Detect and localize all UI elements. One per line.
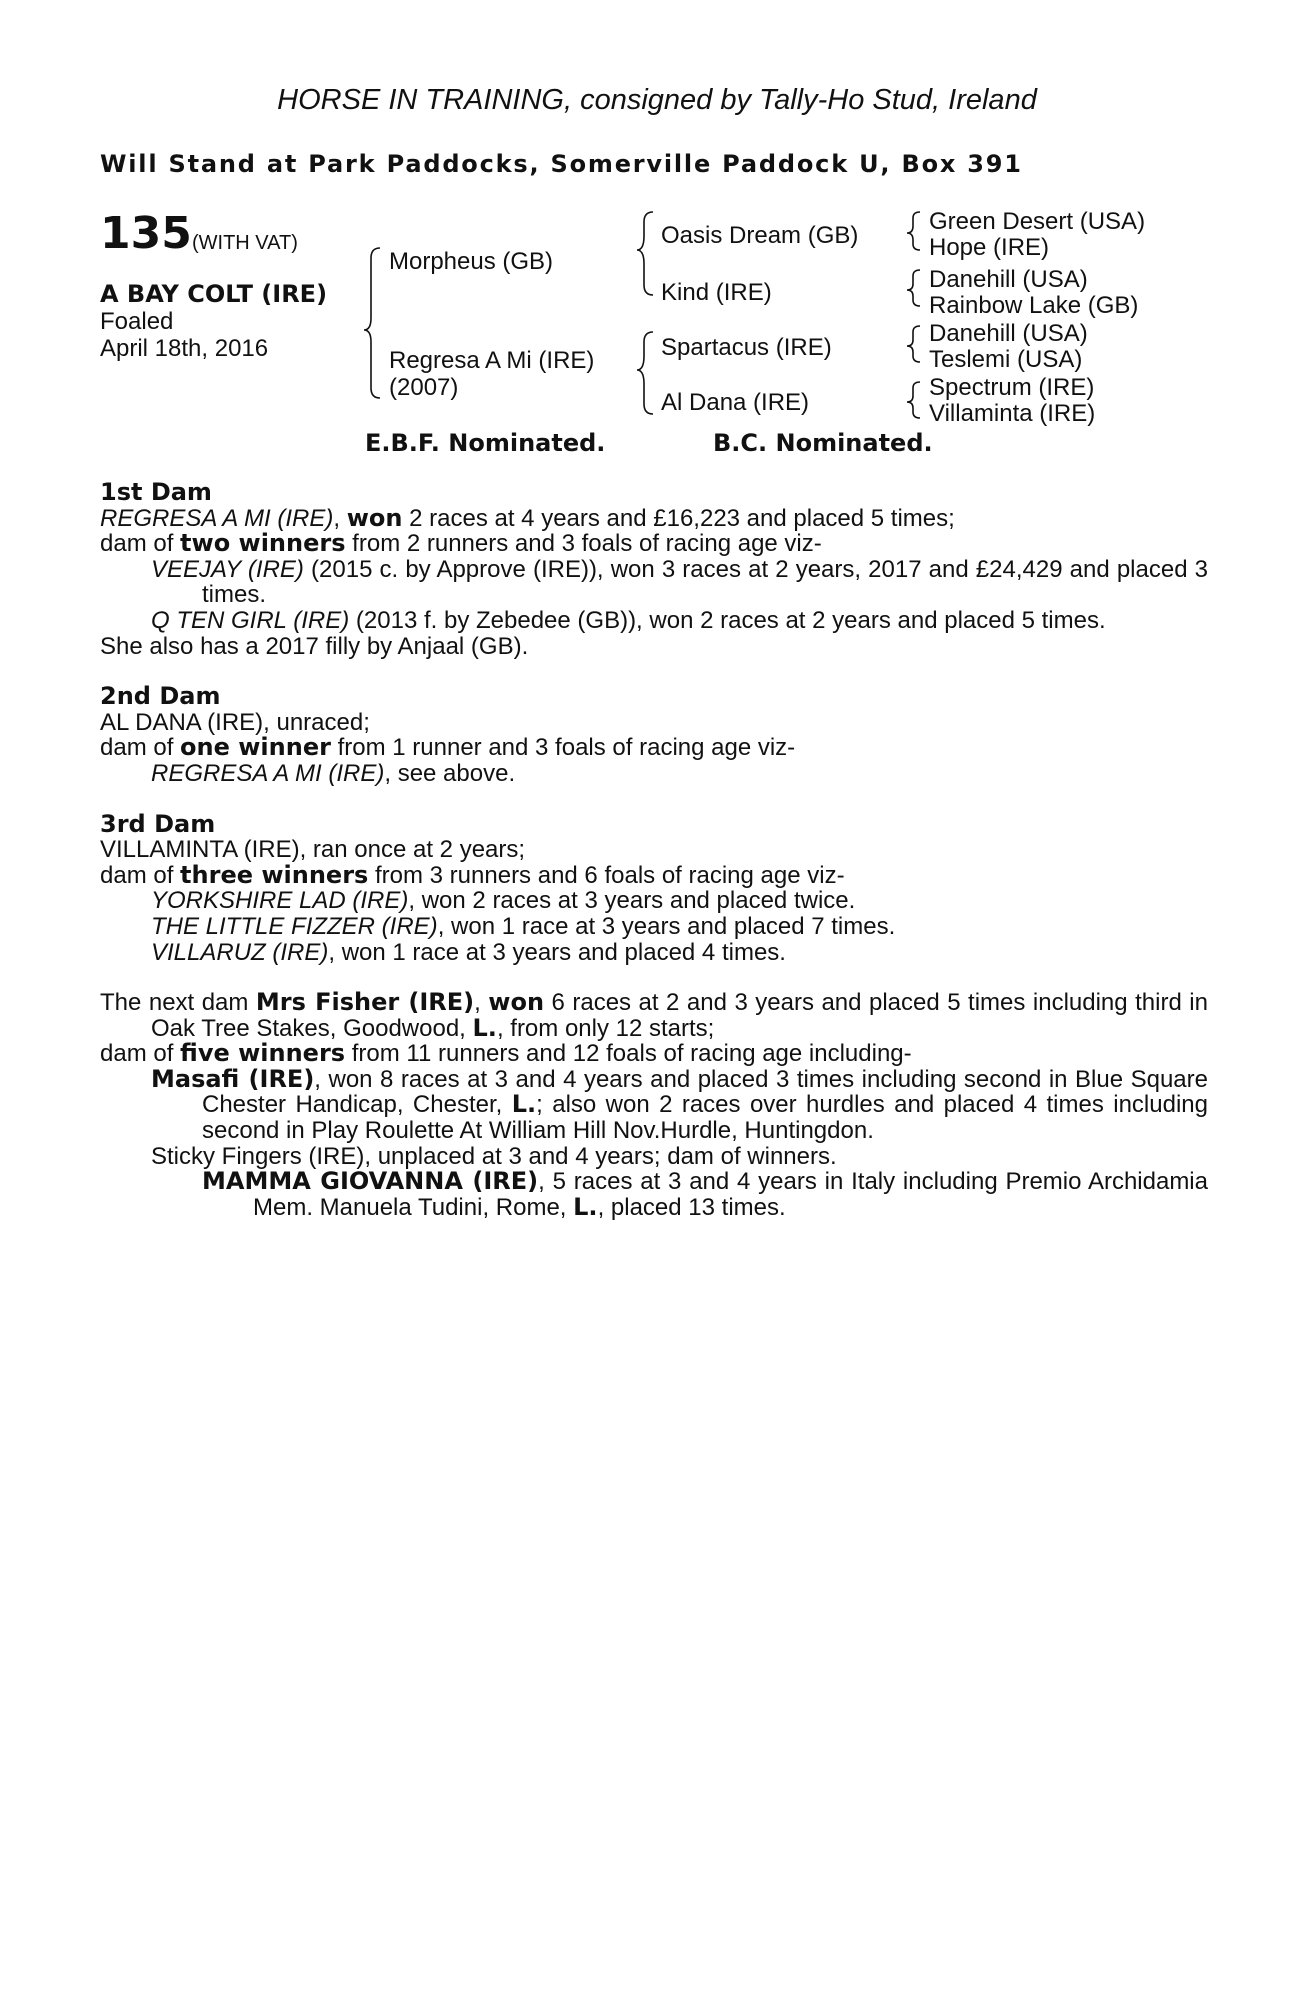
second-dam-winners: one winner xyxy=(180,733,331,762)
stand-location: Will Stand at Park Paddocks, Somerville Paddock U, Box 391 xyxy=(100,150,1023,178)
progeny-name: THE LITTLE FIZZER (IRE) xyxy=(151,912,438,940)
pedigree-dam-dam: Al Dana (IRE) xyxy=(661,389,810,416)
pedigree-g7: Spectrum (IRE) xyxy=(929,374,1095,401)
first-dam-winners: two winners xyxy=(180,529,346,558)
bc-nominated: B.C. Nominated. xyxy=(713,429,933,457)
first-dam-won: won xyxy=(346,503,403,532)
foaled-date: April 18th, 2016 xyxy=(100,335,269,362)
next-dam-from: from 11 runners and 12 foals of racing age including- xyxy=(345,1040,912,1068)
next-dam-won: won xyxy=(488,988,545,1017)
first-dam-sep: , xyxy=(333,504,347,532)
first-dam-dam-of: dam of xyxy=(100,530,181,558)
next-dam-text1: 6 races at 2 and 3 years and placed 5 times including third in Oak Tree Stakes, Goodwood, xyxy=(151,989,1208,1042)
mamma-giovanna-line xyxy=(100,1169,1208,1220)
pedigree-g4: Rainbow Lake (GB) xyxy=(929,292,1139,319)
pedigree-g3: Danehill (USA) xyxy=(929,266,1088,293)
third-dam-progeny-1 xyxy=(100,888,1208,914)
progeny-text-2: ; also won 2 races over hurdles and placed 4 times including second in Play Roulette At William Hill Nov.Hurdle, Huntingdon. xyxy=(202,1091,1208,1145)
vat-note: (WITH VAT) xyxy=(192,232,298,254)
next-dam-line xyxy=(100,990,1208,1041)
pedigree-g2: Hope (IRE) xyxy=(929,234,1050,261)
sticky-fingers-line: Sticky Fingers (IRE), unplaced at 3 and 4 years; dam of winners. xyxy=(151,1142,837,1170)
second-dam-produce-line xyxy=(100,735,1208,761)
first-dam-name: REGRESA A MI (IRE) xyxy=(100,504,334,532)
progeny-text-2: , placed 13 times. xyxy=(597,1193,786,1221)
first-dam-also: She also has a 2017 filly by Anjaal (GB). xyxy=(100,632,529,660)
lot-description: A BAY COLT (IRE) xyxy=(100,280,328,308)
next-dam-text2: , from only 12 starts; xyxy=(496,1014,715,1042)
first-dam-produce-line xyxy=(100,531,1208,557)
first-dam-record: 2 races at 4 years and £16,223 and placed 5 times; xyxy=(402,504,955,532)
second-dam-line: AL DANA (IRE), unraced; xyxy=(100,708,370,736)
next-dam-produce-line xyxy=(100,1041,1208,1067)
progeny-name: MAMMA GIOVANNA (IRE) xyxy=(202,1167,539,1196)
ebf-nominated: E.B.F. Nominated. xyxy=(365,429,606,457)
pedigree-g6: Teslemi (USA) xyxy=(929,346,1083,373)
first-dam-heading: 1st Dam xyxy=(100,478,212,506)
progeny-name: Q TEN GIRL (IRE) xyxy=(151,606,350,634)
listed-badge: L. xyxy=(472,1013,497,1042)
second-dam-progeny-1 xyxy=(100,761,1208,787)
pedigree-sire-sire: Oasis Dream (GB) xyxy=(661,222,859,249)
progeny-text: , won 8 races at 3 and 4 years and placed 3 times including second in Blue Square Chester Handicap, Chester, xyxy=(202,1065,1208,1119)
next-dam-sep: , xyxy=(474,989,489,1017)
first-dam-progeny-1 xyxy=(100,557,1208,608)
pedigree-sire: Morpheus (GB) xyxy=(389,248,554,275)
progeny-text: (2015 c. by Approve (IRE)), won 3 races at 2 years, 2017 and £24,429 and placed 3 times. xyxy=(202,555,1209,609)
first-dam-progeny-2 xyxy=(100,608,1208,634)
pedigree-dam: Regresa A Mi (IRE) xyxy=(389,347,595,374)
dam-sections xyxy=(100,480,1208,1220)
masafi-line xyxy=(100,1064,1208,1145)
progeny-text: , see above. xyxy=(384,759,516,787)
second-dam-dam-of: dam of xyxy=(100,734,181,762)
page-title: HORSE IN TRAINING, consigned by Tally-Ho Stud, Ireland xyxy=(277,84,1037,116)
pedigree-sire-dam: Kind (IRE) xyxy=(661,279,772,306)
next-dam-intro: The next dam xyxy=(100,989,256,1017)
listed-badge: L. xyxy=(573,1192,598,1221)
third-dam-progeny-2 xyxy=(100,914,1208,940)
third-dam-heading: 3rd Dam xyxy=(100,809,216,838)
progeny-text: , 5 races at 3 and 4 years in Italy including Premio Archidamia Mem. Manuela Tudini, Rome, xyxy=(253,1168,1208,1221)
third-dam-from: from 3 runners and 6 foals of racing age viz- xyxy=(368,861,845,889)
pedigree-g5: Danehill (USA) xyxy=(929,320,1088,347)
first-dam-from: from 2 runners and 3 foals of racing age viz- xyxy=(345,530,822,558)
first-dam-line xyxy=(100,503,1208,532)
third-dam-produce-line xyxy=(100,860,1208,889)
progeny-name: VEEJAY (IRE) xyxy=(151,555,304,583)
progeny-name: REGRESA A MI (IRE) xyxy=(151,759,385,787)
third-dam-line: VILLAMINTA (IRE), ran once at 2 years; xyxy=(100,836,526,864)
third-dam-dam-of: dam of xyxy=(100,861,181,889)
next-dam-winners: five winners xyxy=(180,1039,346,1068)
next-dam-dam-of: dam of xyxy=(100,1040,181,1068)
lot-number: 135 xyxy=(100,208,192,259)
progeny-name: YORKSHIRE LAD (IRE) xyxy=(151,887,409,915)
pedigree-g1: Green Desert (USA) xyxy=(929,208,1146,235)
pedigree-dam-sire: Spartacus (IRE) xyxy=(661,334,832,361)
progeny-text: , won 2 races at 3 years and placed twice. xyxy=(408,887,856,915)
progeny-name: Masafi (IRE) xyxy=(151,1064,315,1093)
progeny-text: , won 1 race at 3 years and placed 4 times. xyxy=(328,938,786,966)
second-dam-heading: 2nd Dam xyxy=(100,682,221,711)
pedigree-g8: Villaminta (IRE) xyxy=(929,400,1096,427)
progeny-name: VILLARUZ (IRE) xyxy=(151,938,329,966)
foaled-label: Foaled xyxy=(100,308,174,335)
third-dam-progeny-3 xyxy=(100,940,1208,966)
second-dam-from: from 1 runner and 3 foals of racing age viz- xyxy=(330,734,796,762)
pedigree-dam-year: (2007) xyxy=(389,374,459,401)
listed-badge: L. xyxy=(511,1090,537,1119)
progeny-text: (2013 f. by Zebedee (GB)), won 2 races at 2 years and placed 5 times. xyxy=(349,606,1106,634)
next-dam-name: Mrs Fisher (IRE) xyxy=(255,988,475,1017)
progeny-text: , won 1 race at 3 years and placed 7 times. xyxy=(437,912,896,940)
third-dam-winners: three winners xyxy=(180,860,369,889)
